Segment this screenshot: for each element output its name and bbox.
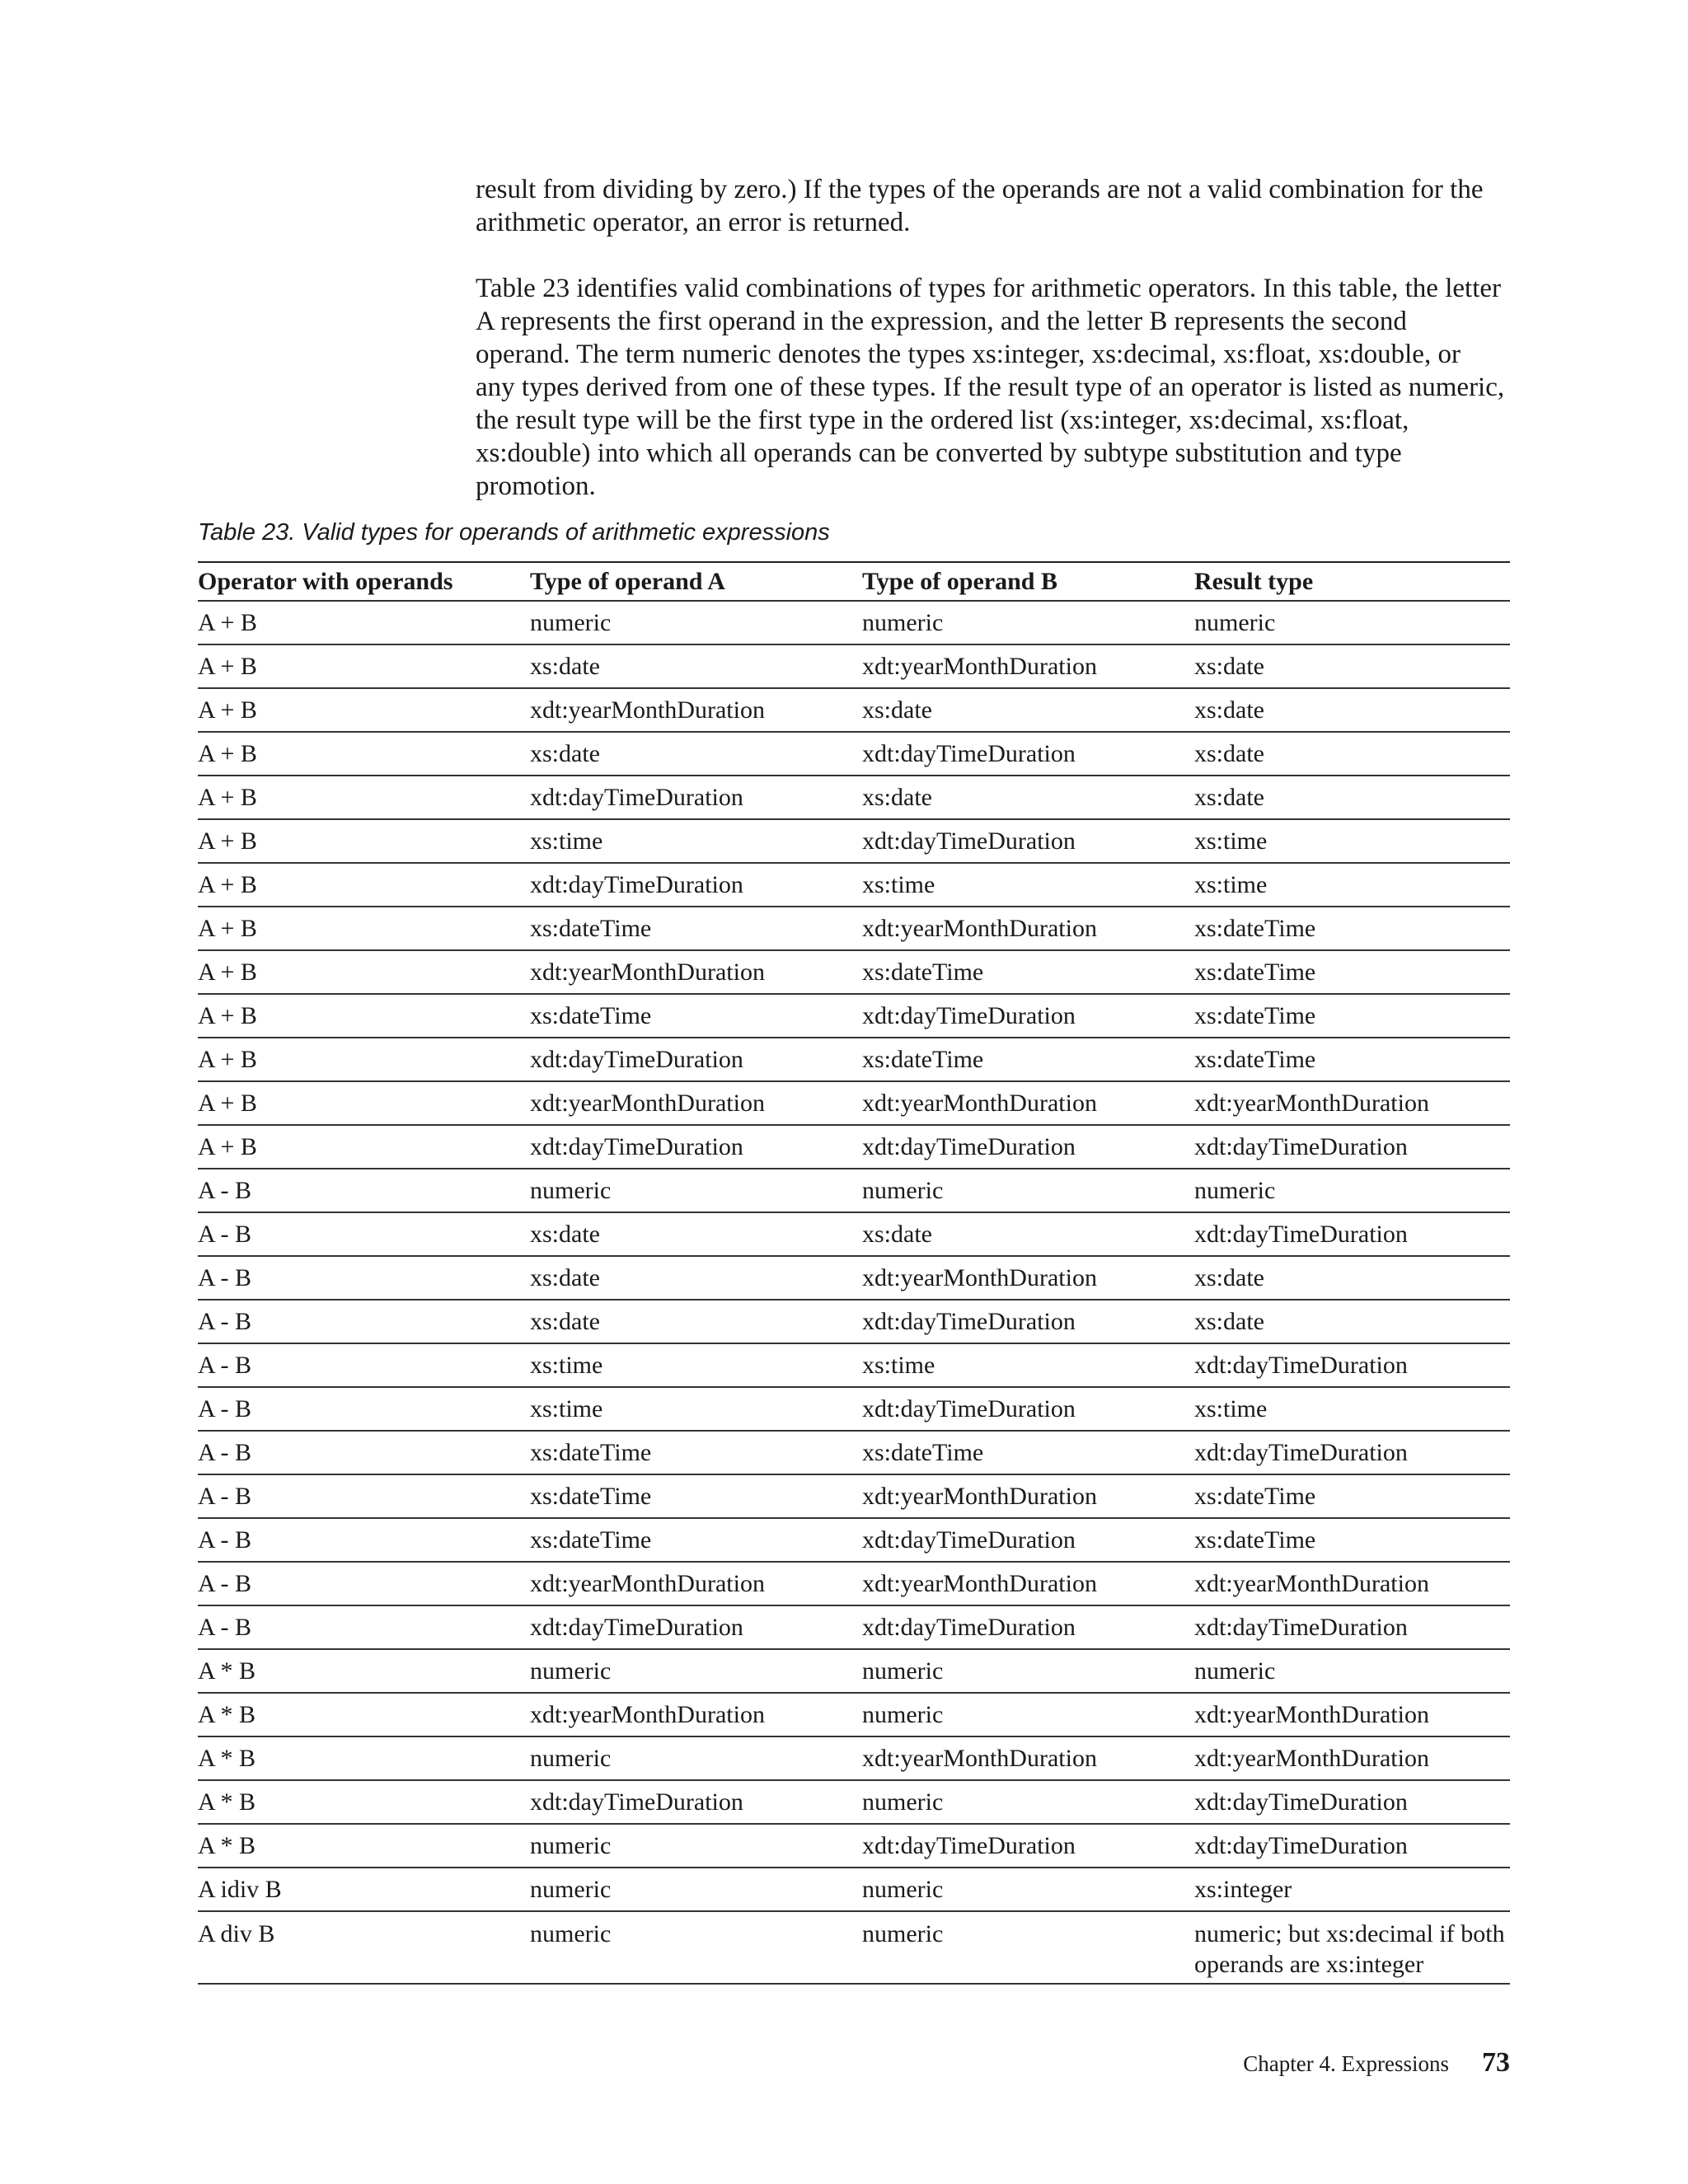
cell-operand-b: xdt:yearMonthDuration (862, 1474, 1194, 1518)
cell-operator: A + B (198, 994, 530, 1038)
cell-operand-a: numeric (530, 1649, 862, 1693)
table-row (198, 819, 1510, 863)
cell-operand-a: xs:dateTime (530, 1431, 862, 1474)
cell-operand-b: xdt:yearMonthDuration (862, 1562, 1194, 1605)
cell-operand-b: numeric (862, 1780, 1194, 1824)
cell-result-type: xs:time (1194, 1387, 1510, 1431)
cell-operator: A + B (198, 732, 530, 776)
table-row (198, 1431, 1510, 1474)
cell-operator: A + B (198, 863, 530, 907)
cell-result-type: xs:date (1194, 732, 1510, 776)
cell-operand-a: xs:dateTime (530, 994, 862, 1038)
cell-operator: A - B (198, 1518, 530, 1562)
cell-operand-b: xdt:dayTimeDuration (862, 819, 1194, 863)
table-row (198, 950, 1510, 994)
cell-operand-b: xdt:yearMonthDuration (862, 1736, 1194, 1780)
cell-operand-b: xs:dateTime (862, 1038, 1194, 1081)
table-body (198, 601, 1510, 1984)
cell-operand-a: xs:time (530, 1387, 862, 1431)
cell-operand-b: xdt:dayTimeDuration (862, 1605, 1194, 1649)
cell-operand-b: xdt:dayTimeDuration (862, 1387, 1194, 1431)
cell-operand-b: numeric (862, 1649, 1194, 1693)
cell-result-type: xs:integer (1194, 1868, 1510, 1911)
table-row (198, 1387, 1510, 1431)
cell-operand-b: numeric (862, 1911, 1194, 1984)
cell-result-type: xs:dateTime (1194, 1518, 1510, 1562)
cell-operand-a: xdt:dayTimeDuration (530, 863, 862, 907)
cell-operand-a: xs:dateTime (530, 907, 862, 950)
cell-operand-a: xs:time (530, 1343, 862, 1387)
cell-result-type: xs:time (1194, 819, 1510, 863)
page-footer (1243, 2047, 1510, 2079)
cell-operand-a: numeric (530, 1824, 862, 1868)
cell-operand-b: xs:dateTime (862, 950, 1194, 994)
cell-operand-b: xdt:yearMonthDuration (862, 1256, 1194, 1300)
cell-operand-b: numeric (862, 1169, 1194, 1212)
cell-operator: A + B (198, 644, 530, 688)
cell-operand-b: xs:dateTime (862, 1431, 1194, 1474)
cell-operand-a: numeric (530, 1169, 862, 1212)
cell-result-type: xdt:yearMonthDuration (1194, 1081, 1510, 1125)
chapter-label: Chapter 4. Expressions (1243, 2051, 1449, 2076)
table-row (198, 1824, 1510, 1868)
cell-operand-a: numeric (530, 1736, 862, 1780)
cell-operand-a: xs:date (530, 644, 862, 688)
cell-operand-a: xs:dateTime (530, 1474, 862, 1518)
cell-result-type: xs:date (1194, 1300, 1510, 1343)
cell-result-type: xs:date (1194, 688, 1510, 732)
cell-operand-b: xs:date (862, 1212, 1194, 1256)
cell-operator: A * B (198, 1649, 530, 1693)
table-row (198, 688, 1510, 732)
cell-operand-a: numeric (530, 1868, 862, 1911)
cell-operator: A - B (198, 1431, 530, 1474)
cell-operator: A + B (198, 907, 530, 950)
table-row (198, 1081, 1510, 1125)
cell-result-type: xs:dateTime (1194, 1038, 1510, 1081)
cell-result-type: xs:dateTime (1194, 1474, 1510, 1518)
table-row (198, 1649, 1510, 1693)
cell-result-type: xs:dateTime (1194, 994, 1510, 1038)
cell-operand-b: xs:time (862, 863, 1194, 907)
table-row (198, 863, 1510, 907)
table-row (198, 1038, 1510, 1081)
cell-operand-a: xs:dateTime (530, 1518, 862, 1562)
cell-operator: A - B (198, 1169, 530, 1212)
table-row (198, 644, 1510, 688)
table-row (198, 1125, 1510, 1169)
cell-operator: A + B (198, 1081, 530, 1125)
cell-operand-a: xs:date (530, 732, 862, 776)
cell-operator: A + B (198, 819, 530, 863)
cell-result-type: xdt:dayTimeDuration (1194, 1780, 1510, 1824)
cell-operator: A idiv B (198, 1868, 530, 1911)
table-row (198, 732, 1510, 776)
cell-result-type: xdt:dayTimeDuration (1194, 1212, 1510, 1256)
cell-operand-b: numeric (862, 1693, 1194, 1736)
cell-result-type: xs:date (1194, 1256, 1510, 1300)
cell-result-type: xs:dateTime (1194, 950, 1510, 994)
cell-operand-a: xdt:yearMonthDuration (530, 688, 862, 732)
cell-result-type: xdt:yearMonthDuration (1194, 1693, 1510, 1736)
cell-operand-b: xs:time (862, 1343, 1194, 1387)
cell-operator: A - B (198, 1562, 530, 1605)
cell-operand-a: xs:time (530, 819, 862, 863)
cell-operand-a: xdt:yearMonthDuration (530, 1693, 862, 1736)
table-row (198, 601, 1510, 644)
cell-operand-b: xdt:dayTimeDuration (862, 1125, 1194, 1169)
cell-result-type (1194, 1911, 1510, 1984)
cell-operator: A + B (198, 950, 530, 994)
cell-result-type-text: numeric; but xs:decimal if both operands are xs:integer (1194, 1920, 1505, 1978)
cell-result-type: xs:time (1194, 863, 1510, 907)
cell-operand-b: xdt:dayTimeDuration (862, 994, 1194, 1038)
cell-operand-b: xdt:dayTimeDuration (862, 1300, 1194, 1343)
table-row (198, 1562, 1510, 1605)
cell-operator: A * B (198, 1693, 530, 1736)
table-row (198, 1518, 1510, 1562)
cell-operand-a: xdt:yearMonthDuration (530, 1562, 862, 1605)
cell-result-type: xs:date (1194, 644, 1510, 688)
cell-result-type: xs:dateTime (1194, 907, 1510, 950)
body-paragraph-1: result from dividing by zero.) If the types of the operands are not a valid combination for the arithmetic operator, an error is returned. (476, 175, 1484, 237)
table-row (198, 994, 1510, 1038)
cell-operator: A + B (198, 1125, 530, 1169)
cell-operand-a: numeric (530, 1911, 862, 1984)
table-row (198, 1911, 1510, 1984)
cell-operator: A - B (198, 1300, 530, 1343)
table-row (198, 1169, 1510, 1212)
cell-operator: A + B (198, 601, 530, 644)
cell-result-type: xdt:yearMonthDuration (1194, 1562, 1510, 1605)
cell-result-type: numeric (1194, 601, 1510, 644)
table-row (198, 1868, 1510, 1911)
table-row (198, 1693, 1510, 1736)
cell-operator: A - B (198, 1474, 530, 1518)
cell-operator: A - B (198, 1605, 530, 1649)
cell-operand-a: xdt:dayTimeDuration (530, 1125, 862, 1169)
cell-operator: A - B (198, 1387, 530, 1431)
cell-operator: A - B (198, 1256, 530, 1300)
cell-operator: A + B (198, 688, 530, 732)
cell-operand-b: xs:date (862, 776, 1194, 819)
cell-operator: A - B (198, 1343, 530, 1387)
cell-result-type: numeric (1194, 1649, 1510, 1693)
header-operand-a: Type of operand A (530, 562, 862, 601)
cell-result-type: xdt:dayTimeDuration (1194, 1824, 1510, 1868)
cell-operator: A div B (198, 1911, 530, 1984)
body-paragraph-2: Table 23 identifies valid combinations of types for arithmetic operators. In this table, the letter A represents the first operand in the expression, and the letter B represents the second operand. The term numeric denotes the types xs:integer, xs:decimal, xs:float, xs:double, or any types derived from one of these types. If the result type of an operator is listed as numeric, the result type will be the first type in the ordered list (xs:integer, xs:decimal, xs:float, xs:double) into which all operands can be converted by subtype substitution and type promotion. (476, 274, 1505, 501)
cell-operator: A - B (198, 1212, 530, 1256)
cell-operand-a: xdt:yearMonthDuration (530, 1081, 862, 1125)
cell-result-type: xdt:yearMonthDuration (1194, 1736, 1510, 1780)
table-row (198, 907, 1510, 950)
header-operator: Operator with operands (198, 562, 530, 601)
cell-operator: A * B (198, 1780, 530, 1824)
cell-operand-a: xdt:yearMonthDuration (530, 950, 862, 994)
cell-result-type: xdt:dayTimeDuration (1194, 1125, 1510, 1169)
cell-operand-b: xdt:dayTimeDuration (862, 1824, 1194, 1868)
cell-operator: A * B (198, 1824, 530, 1868)
cell-operand-b: xdt:yearMonthDuration (862, 907, 1194, 950)
cell-operand-b: xdt:dayTimeDuration (862, 1518, 1194, 1562)
table-row (198, 1780, 1510, 1824)
cell-operand-a: xdt:dayTimeDuration (530, 1780, 862, 1824)
page-number: 73 (1482, 2047, 1510, 2078)
cell-operand-b: xs:date (862, 688, 1194, 732)
header-operand-b: Type of operand B (862, 562, 1194, 601)
table-row (198, 776, 1510, 819)
table-row (198, 1212, 1510, 1256)
cell-operator: A * B (198, 1736, 530, 1780)
cell-result-type: xdt:dayTimeDuration (1194, 1431, 1510, 1474)
header-result-type: Result type (1194, 562, 1510, 601)
table-row (198, 1736, 1510, 1780)
cell-operand-a: xs:date (530, 1212, 862, 1256)
table-row (198, 1343, 1510, 1387)
table-row (198, 1256, 1510, 1300)
cell-operand-a: xdt:dayTimeDuration (530, 1605, 862, 1649)
table-header-row (198, 562, 1510, 601)
cell-operand-b: numeric (862, 601, 1194, 644)
cell-operand-a: xs:date (530, 1256, 862, 1300)
cell-operand-b: xdt:yearMonthDuration (862, 644, 1194, 688)
cell-result-type: xs:date (1194, 776, 1510, 819)
cell-operand-b: xdt:dayTimeDuration (862, 732, 1194, 776)
cell-operand-a: xs:date (530, 1300, 862, 1343)
cell-operator: A + B (198, 776, 530, 819)
table-row (198, 1605, 1510, 1649)
table-row (198, 1300, 1510, 1343)
table-row (198, 1474, 1510, 1518)
cell-operand-a: numeric (530, 601, 862, 644)
cell-result-type: xdt:dayTimeDuration (1194, 1605, 1510, 1649)
table-caption: Table 23. Valid types for operands of arithmetic expressions (198, 519, 830, 546)
cell-operand-b: numeric (862, 1868, 1194, 1911)
cell-result-type: numeric (1194, 1169, 1510, 1212)
cell-operand-b: xdt:yearMonthDuration (862, 1081, 1194, 1125)
operand-types-table (198, 561, 1510, 1985)
cell-operator: A + B (198, 1038, 530, 1081)
cell-operand-a: xdt:dayTimeDuration (530, 1038, 862, 1081)
cell-result-type: xdt:dayTimeDuration (1194, 1343, 1510, 1387)
cell-operand-a: xdt:dayTimeDuration (530, 776, 862, 819)
